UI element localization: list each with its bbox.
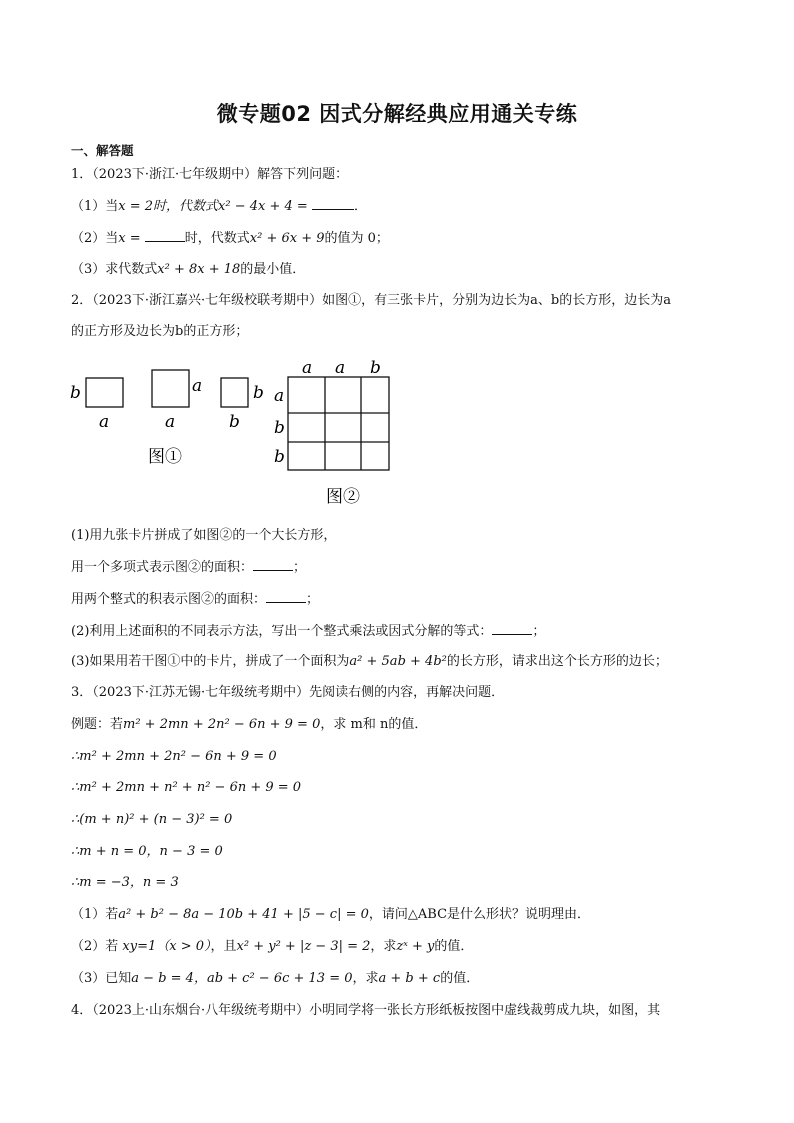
figure-2 bbox=[270, 355, 410, 510]
fig2-top-label-1: a bbox=[302, 358, 313, 378]
q1-part3-tail: 的最小值． bbox=[240, 262, 306, 277]
q3-step-2: ∴m² + 2mn + n² + n² − 6n + 9 = 0 bbox=[71, 780, 302, 795]
q2-sub1: (1)用九张卡片拼成了如图②的一个大长方形， bbox=[71, 528, 337, 543]
card-rectangle-ab bbox=[86, 378, 123, 407]
q3-step-1: ∴m² + 2mn + 2n² − 6n + 9 = 0 bbox=[71, 749, 277, 764]
q3-part2-expression: x² + y² + |z − 3| = 2 bbox=[236, 939, 371, 954]
q2-sub3-prefix: (3)如果用若干图①中的卡片，拼成了一个面积为 bbox=[71, 654, 350, 669]
q2-heading-continued: 的正方形及边长为b的正方形； bbox=[71, 324, 249, 339]
q1-part2-condition: x = bbox=[118, 231, 145, 246]
q3-step-4: ∴m + n = 0，n − 3 = 0 bbox=[71, 844, 223, 859]
q2-sub1b-semicolon: ； bbox=[306, 592, 320, 607]
q2-sub3-expression: a² + 5ab + 4b² bbox=[349, 654, 447, 669]
figure-1-caption: 图① bbox=[148, 447, 182, 467]
q2-sub3 bbox=[71, 653, 668, 671]
card-square-a bbox=[152, 370, 189, 407]
q3-example-tail: ，求 m和 n的值． bbox=[320, 717, 428, 732]
q2-sub1b-text: 用两个整式的积表示图②的面积： bbox=[71, 592, 267, 607]
figure-2-caption: 图② bbox=[326, 487, 360, 507]
q3-part1-tail: ，请问△ABC是什么形状？说明理由． bbox=[368, 907, 591, 922]
q2-sub2-answer-blank[interactable] bbox=[492, 622, 532, 635]
q1-part1-answer-blank[interactable] bbox=[312, 197, 354, 210]
q1-part2-tail: 的值为 0； bbox=[324, 231, 389, 246]
q2-sub1a-semicolon: ； bbox=[293, 560, 307, 575]
label-square-a-bottom: a bbox=[165, 412, 176, 432]
q2-sub1b bbox=[71, 590, 319, 609]
q1-part3 bbox=[71, 261, 305, 279]
fig2-top-label-2: a bbox=[335, 358, 346, 378]
label-square-b-bottom: b bbox=[229, 412, 240, 432]
card-square-b bbox=[221, 378, 248, 407]
q3-part2-tail: ，求 bbox=[370, 939, 397, 954]
q3-part2-prefix: （2）若 bbox=[71, 939, 123, 954]
q1-part2-expression: x² + 6x + 9 bbox=[249, 231, 325, 246]
label-square-b-right: b bbox=[253, 383, 264, 403]
page-title: 微专题02 因式分解经典应用通关专练 bbox=[216, 102, 578, 126]
q3-part3-target: a + b + c bbox=[378, 971, 441, 986]
label-rect-bottom: a bbox=[99, 412, 110, 432]
q1-part1-expression: x² − 4x + 4 = bbox=[218, 199, 312, 214]
q3-part2-end: 的值． bbox=[434, 939, 474, 954]
fig2-grid bbox=[288, 377, 389, 470]
q2-sub1a-answer-blank[interactable] bbox=[253, 558, 293, 571]
q1-part3-expression: x² + 8x + 18 bbox=[157, 262, 241, 277]
q1-part3-prefix: （3）求代数式 bbox=[71, 262, 158, 277]
q3-example-expression: m² + 2mn + 2n² − 6n + 9 = 0 bbox=[123, 717, 321, 732]
q1-part2-prefix: （2）当 bbox=[71, 231, 119, 246]
fig2-left-label-2: b bbox=[274, 418, 285, 438]
q2-sub1b-answer-blank[interactable] bbox=[266, 590, 306, 603]
q3-part2-target: zˣ + y bbox=[396, 939, 435, 954]
fig2-top-label-3: b bbox=[370, 358, 381, 378]
fig2-left-label-1: a bbox=[274, 386, 285, 406]
q3-example-prefix: 例题：若 bbox=[71, 717, 124, 732]
label-rect-left: b bbox=[70, 383, 81, 403]
q3-step-3: ∴(m + n)² + (n − 3)² = 0 bbox=[71, 812, 233, 827]
figure-1 bbox=[66, 368, 276, 470]
q4-heading: 4．（2023上·山东烟台·八年级统考期中）小明同学将一张长方形纸板按图中虚线裁剪成九块，如图，其 bbox=[71, 1003, 661, 1018]
label-square-a-right: a bbox=[192, 376, 203, 396]
q3-part3-end: 的值． bbox=[440, 971, 480, 986]
q3-example bbox=[71, 716, 427, 734]
q3-heading: 3．（2023下·江苏无锡·七年级统考期中）先阅读右侧的内容，再解决问题． bbox=[71, 685, 505, 700]
q2-sub2-text: (2)利用上述面积的不同表示方法，写出一个整式乘法或因式分解的等式： bbox=[71, 624, 493, 639]
q1-part1 bbox=[71, 197, 367, 216]
q1-part1-prefix: （1）当 bbox=[71, 199, 119, 214]
q3-part3-condition: a − b = 4，ab + c² − 6c + 13 = 0 bbox=[131, 971, 353, 986]
q1-part2-middle: 时，代数式 bbox=[184, 231, 250, 246]
q3-part2-condition: xy=1（x > 0） bbox=[122, 939, 211, 954]
q3-part3 bbox=[71, 970, 479, 988]
q1-heading: 1．（2023下·浙江·七年级期中）解答下列问题： bbox=[71, 167, 349, 182]
q2-sub1a-text: 用一个多项式表示图②的面积： bbox=[71, 560, 254, 575]
q3-part3-prefix: （3）已知 bbox=[71, 971, 132, 986]
q3-part1 bbox=[71, 906, 590, 924]
q2-sub3-tail: 的长方形，请求出这个长方形的边长； bbox=[446, 654, 668, 669]
q3-part1-expression: a² + b² − 8a − 10b + 41 + |5 − c| = 0 bbox=[118, 907, 369, 922]
q2-sub1a bbox=[71, 558, 306, 577]
q2-sub2 bbox=[71, 622, 545, 641]
q1-part2-answer-blank[interactable] bbox=[145, 229, 185, 242]
q1-part1-condition: x = 2时，代数式 bbox=[118, 199, 219, 214]
q2-sub2-semicolon: ； bbox=[532, 624, 546, 639]
q3-part2 bbox=[71, 938, 473, 956]
q3-part2-middle: ，且 bbox=[210, 939, 237, 954]
q1-part1-tail: ． bbox=[353, 199, 367, 214]
q3-part1-prefix: （1）若 bbox=[71, 907, 119, 922]
q3-step-5: ∴m = −3，n = 3 bbox=[71, 875, 179, 890]
fig2-left-label-3: b bbox=[274, 447, 285, 467]
q3-part3-tail: ，求 bbox=[352, 971, 379, 986]
q2-heading: 2．（2023下·浙江嘉兴·七年级校联考期中）如图①，有三张卡片，分别为边长为a、b的长方形，边长为a bbox=[71, 293, 671, 308]
section-heading: 一、解答题 bbox=[71, 143, 134, 158]
q1-part2 bbox=[71, 229, 389, 248]
